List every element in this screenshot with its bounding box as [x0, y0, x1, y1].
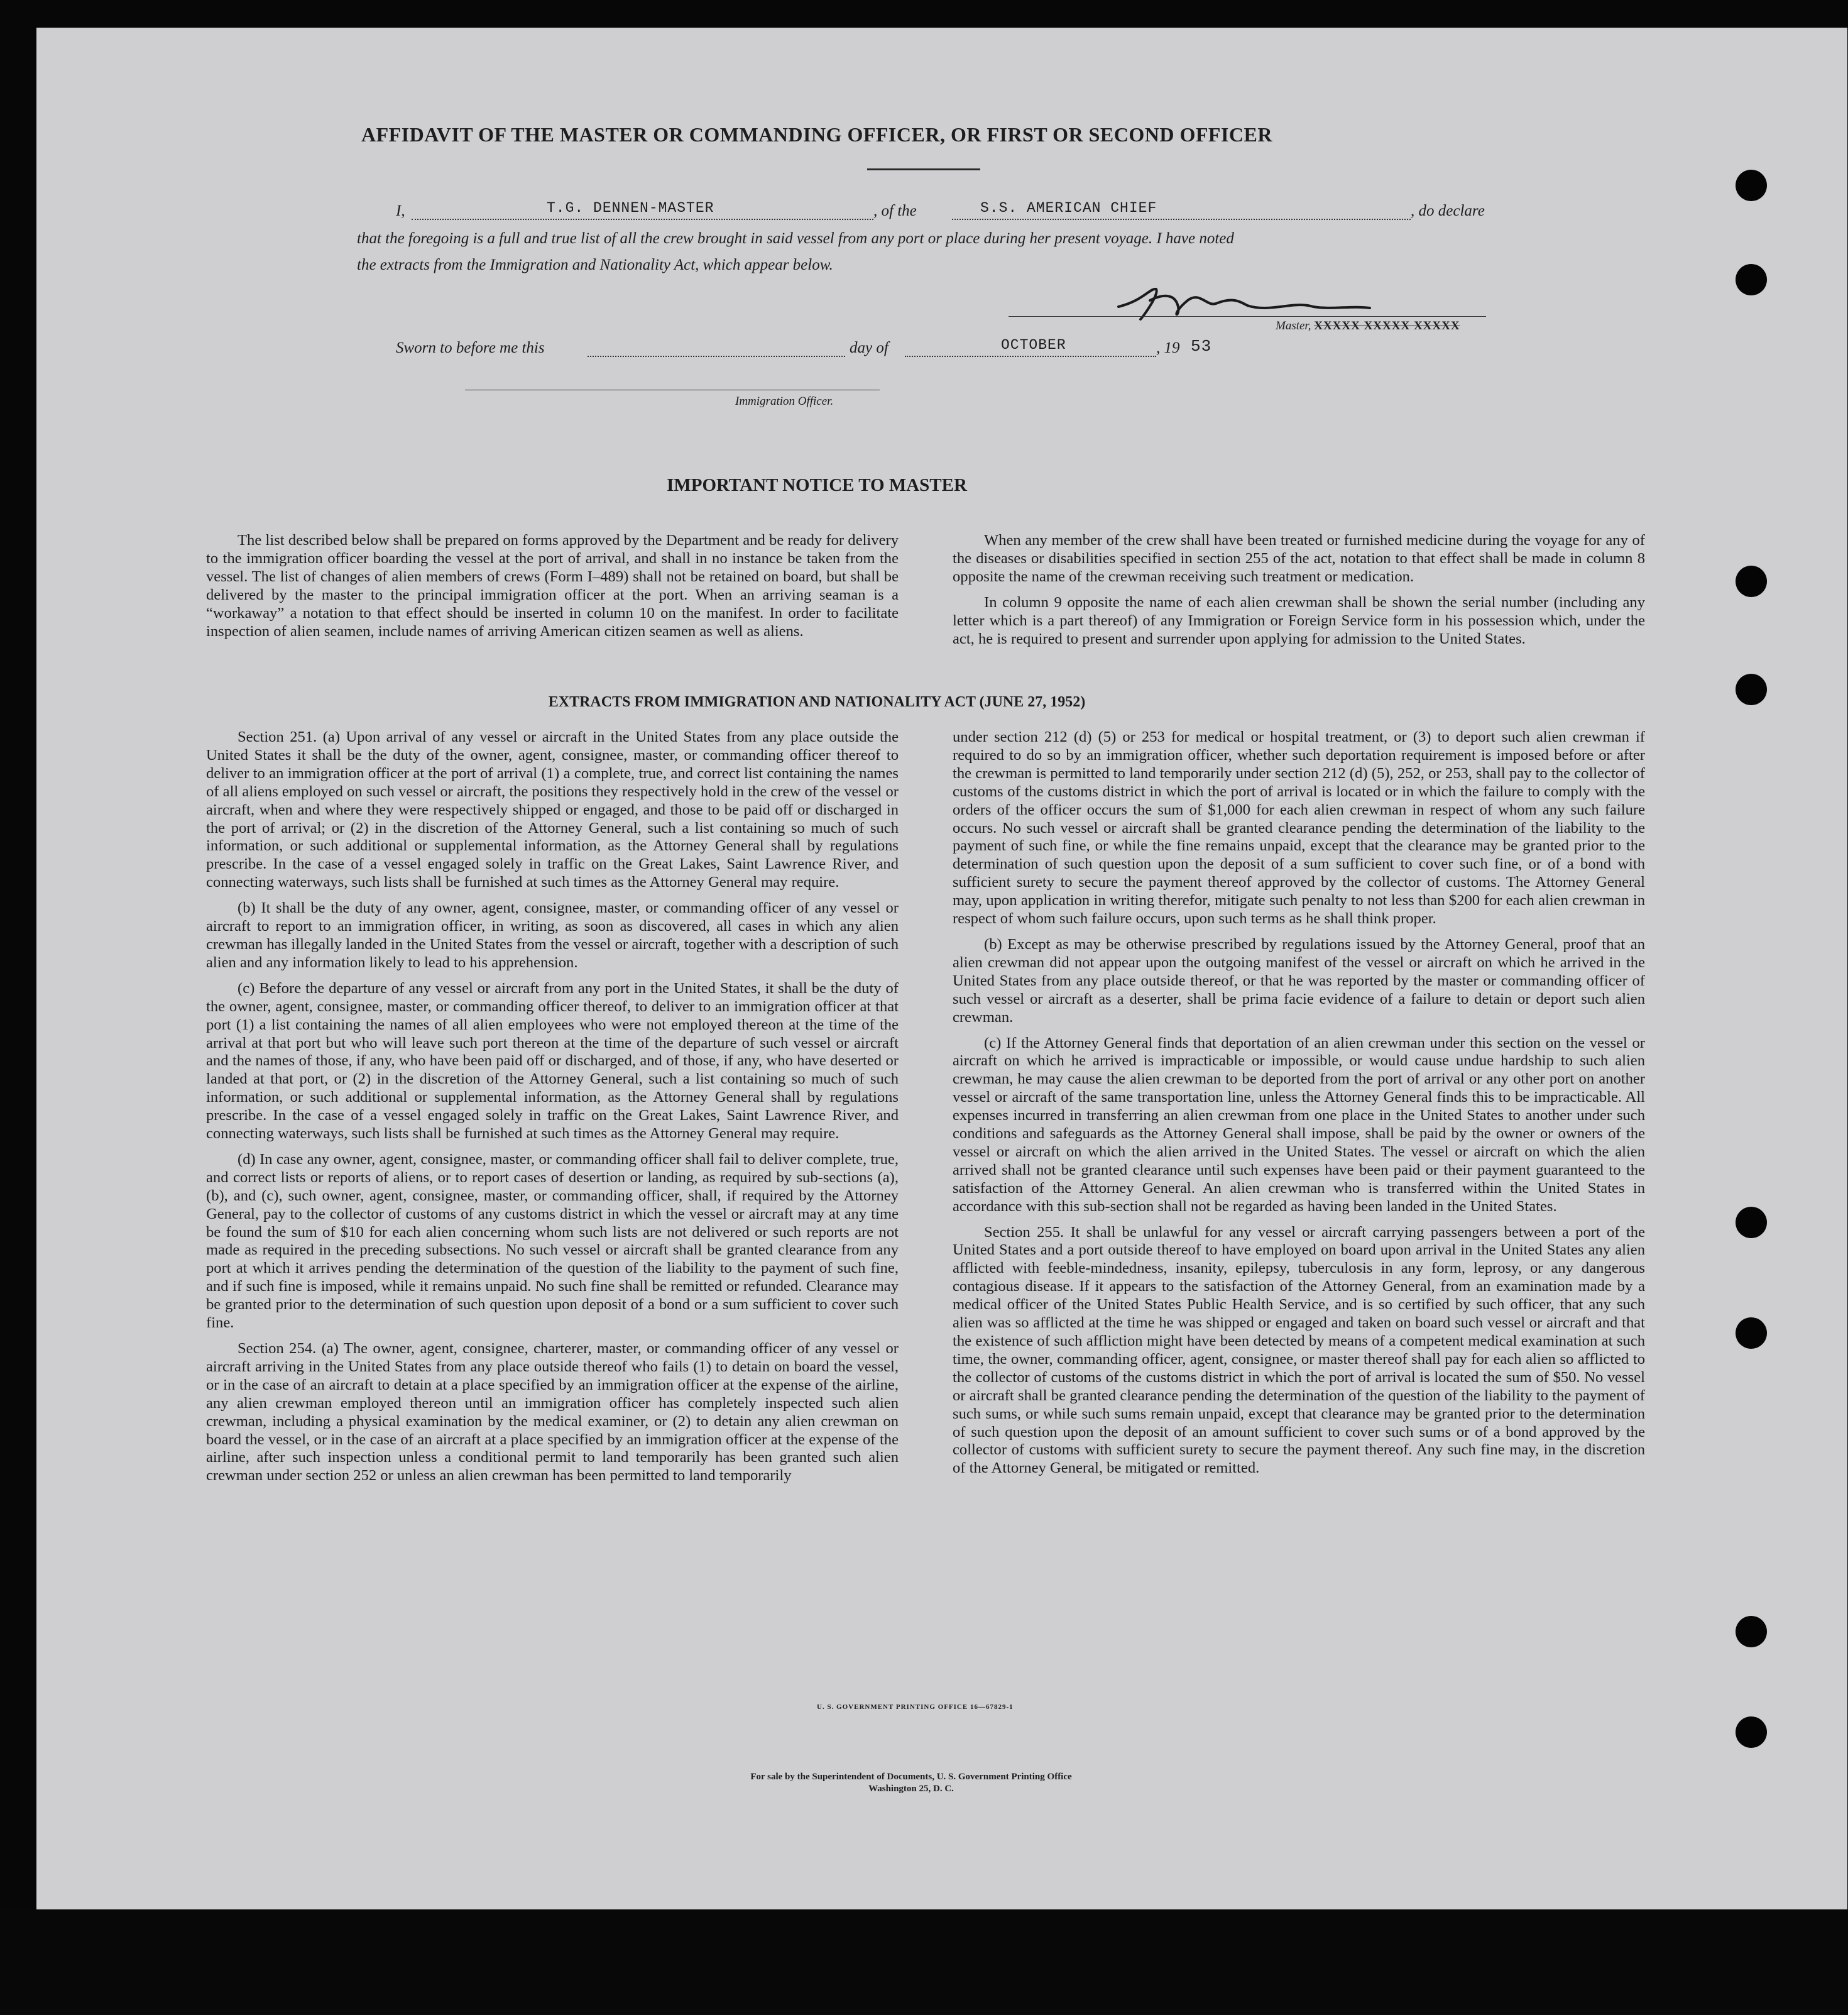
declaration-line-2: that the foregoing is a full and true list of all the crew brought in said vessel from any port or place during her present voyage. I have noted	[357, 230, 1234, 247]
binder-hole-icon	[1736, 264, 1767, 295]
notice-right-column	[953, 532, 1645, 648]
sale-line-2: Washington 25, D. C.	[868, 1784, 954, 1794]
extracts-right-column	[953, 728, 1645, 1478]
section-251-a: Section 251. (a) Upon arrival of any vessel or aircraft in the United States from any place outside the United States it shall be the duty of the owner, agent, consignee, master, or commanding officer thereof to deliver to an immigration officer at the port of arrival (1) a complete, true, and correct list containing the names of all aliens employed on such vessel or aircraft, the positions they respectively hold in the crew of the vessel or aircraft, when and where they were respectively shipped or engaged, and those to be paid off or discharged in the port of arrival; or (2) in the discretion of the Attorney General, such a list containing so much of such information, or such additional or supplemental information, as the Attorney General shall by regulations prescribe. In the case of a vessel engaged solely in traffic on the Great Lakes, Saint Lawrence River, and connecting waterways, such lists shall be furnished at such times as the Attorney General may require.	[206, 728, 899, 891]
notice-left-column	[206, 532, 899, 640]
sworn-day-line	[588, 356, 845, 357]
extracts-left-column	[206, 728, 899, 1485]
extracts-title: EXTRACTS FROM IMMIGRATION AND NATIONALITY ACT (JUNE 27, 1952)	[548, 694, 1086, 710]
declaration-line-3: the extracts from the Immigration and Nationality Act, which appear below.	[357, 256, 833, 273]
immigration-officer-label: Immigration Officer.	[735, 395, 834, 408]
sale-notice	[566, 1771, 1257, 1795]
struck-title: XXXXX XXXXX XXXXX	[1314, 319, 1460, 332]
binder-hole-icon	[1736, 1207, 1767, 1238]
section-254-b: (b) Except as may be otherwise prescribed by regulations issued by the Attorney General, proof that an alien crewman did not appear upon the outgoing manifest of the vessel or aircraft on which he arrived in the United States from any place outside thereof, or that he was reported by the master or commanding officer of such vessel or aircraft as a deserter, shall be prima facie evidence of a failure to detain or deport such alien crewman.	[953, 935, 1645, 1026]
master-name-line	[412, 219, 873, 220]
section-254-a-continued: under section 212 (d) (5) or 253 for medical or hospital treatment, or (3) to deport such alien crewman if required to do so by an immigration officer, whether such deportation requirement is imposed before or after the crewman is permitted to land temporarily under section 212 (d) (5), 252, or 253, shall pay to the collector of customs of the customs district in which the port of arrival is located or in which the failure to comply with the orders of the officer occurs the sum of $1,000 for each alien crewman in respect of whom any such failure occurs. No such vessel or aircraft shall be granted clearance pending the determination of the liability to the payment of such fine, or while the fine remains unpaid, except that the clearance may be granted prior to the determination of such question upon the deposit of a sum sufficient to cover such fine, or of a bond with sufficient surety to secure the payment thereof approved by the collector of customs. The Attorney General may, upon application in writing therefor, mitigate such penalty to not less than $200 for each alien crewman in respect of whom such failure occurs, upon such terms as he shall think proper.	[953, 728, 1645, 928]
day-of-label: day of	[850, 339, 888, 356]
affidavit-title: AFFIDAVIT OF THE MASTER OR COMMANDING OFFICER, OR FIRST OR SECOND OFFICER	[361, 123, 1272, 146]
master-name: T.G. DENNEN-MASTER	[547, 200, 714, 216]
year-suffix: 53	[1191, 337, 1212, 356]
notice-title: IMPORTANT NOTICE TO MASTER	[667, 475, 967, 495]
section-251-c: (c) Before the departure of any vessel or aircraft from any port in the United States, it shall be the duty of the owner, agent, consignee, master, or commanding officer thereof, to deliver to an immigration officer at that port (1) a list containing the names of all alien employees who were not employed thereon at the time of the arrival at that port but who will leave such port thereon at the time of the departure of such vessel or aircraft and the names of those, if any, who have been paid off or discharged, and of those, if any, who have deserted or landed at that port, or (2) in the discretion of the Attorney General, such a list containing so much of such information, or such additional or supplemental information, as the Attorney General shall by regulations prescribe. In the case of a vessel engaged solely in traffic on the Great Lakes, Saint Lawrence River, and connecting waterways, such lists shall be furnished at such times as the Attorney General may require.	[206, 979, 899, 1143]
section-251-b: (b) It shall be the duty of any owner, agent, consignee, master, or commanding officer of any vessel or aircraft to report to an immigration officer, in writing, as soon as discovered, all cases in which any alien crewman has illegally landed in the United States from the vessel or aircraft, together with a description of such alien and any information likely to lead to his apprehension.	[206, 899, 899, 971]
of-the-label: , of the	[873, 202, 917, 219]
gpo-imprint: U. S. GOVERNMENT PRINTING OFFICE 16—67829-1	[817, 1703, 1014, 1711]
i-label: I,	[396, 202, 405, 219]
notice-paragraph: In column 9 opposite the name of each alien crewman shall be shown the serial number (including any letter which is a part thereof) of any Immigration or Foreign Service form in his possession which, under the act, he is required to present and surrender upon applying for admission to the United States.	[953, 593, 1645, 647]
signature-line	[1009, 316, 1486, 317]
title-rule	[867, 168, 980, 170]
scan-border	[0, 1909, 1848, 2015]
sworn-label: Sworn to before me this	[396, 339, 545, 356]
master-title-label: Master,	[1276, 319, 1311, 332]
binder-hole-icon	[1736, 1716, 1767, 1748]
binder-hole-icon	[1736, 674, 1767, 705]
section-254-c: (c) If the Attorney General finds that deportation of an alien crewman under this section on the vessel or aircraft on which he arrived is impracticable or impossible, or would cause undue hardship to such alien crewman, he may cause the alien crewman to be deported from the port of arrival or any other port on another vessel or aircraft of the same transportation line, unless the Attorney General finds this to be impracticable. All expenses incurred in transferring an alien crewman from one place in the United States to another under such conditions and safeguards as the Attorney General shall impose, shall be paid by the owner or owners of the vessel or aircraft on which the alien arrived in the United States. The vessel or aircraft on which the alien arrived shall not be granted clearance until such expenses have been paid or their payment guaranteed to the satisfaction of the Attorney General. An alien crewman who is transferred within the United States in accordance with this sub-section shall not be regarded as having been landed in the United States.	[953, 1034, 1645, 1215]
binder-hole-icon	[1736, 566, 1767, 597]
binder-hole-icon	[1736, 1616, 1767, 1647]
notice-paragraph: When any member of the crew shall have been treated or furnished medicine during the voyage for any of the diseases or disabilities specified in section 255 of the act, notation to that effect shall be made in column 8 opposite the name of the crewman receiving such treatment or medication.	[953, 532, 1645, 585]
section-255: Section 255. It shall be unlawful for any vessel or aircraft carrying passengers between a port of the United States and a port outside thereof to have employed on board upon arrival in the United States any alien afflicted with feeble-mindedness, insanity, epilepsy, tuberculosis in any form, leprosy, or any dangerous contagious disease. If it appears to the satisfaction of the Attorney General, from an examination made by a medical officer of the United States Public Health Service, and is so certified by such officer, that any such alien was so afflicted at the time he was shipped or engaged and taken on board such vessel or aircraft and that the existence of such affliction might have been detected by means of a competent medical examination at such time, the owner, commanding officer, agent, consignee, or master thereof shall pay for each alien so afflicted to the collector of customs of the customs district in which the port of arrival is located the sum of $50. No vessel or aircraft shall be granted clearance pending the determination of the question of the liability to the payment of such sums, or while such sums remain unpaid, except that clearance may be granted prior to the determination of such question upon the deposit of an amount sufficient to cover such sums or of a bond approved by the collector of customs with sufficient surety to secure the payment thereof. Any such fine may, in the discretion of the Attorney General, be mitigated or remitted.	[953, 1223, 1645, 1477]
binder-hole-icon	[1736, 170, 1767, 201]
sworn-month-line	[905, 356, 1156, 357]
vessel-name: S.S. AMERICAN CHIEF	[980, 200, 1157, 216]
do-declare-label: , do declare	[1411, 202, 1485, 219]
master-label	[1276, 319, 1460, 333]
binder-hole-icon	[1736, 1317, 1767, 1349]
section-251-d: (d) In case any owner, agent, consignee, master, or commanding officer shall fail to deliver complete, true, and correct lists or reports of aliens, or to report cases of desertion or landing, as required by sub-sections (a), (b), and (c), such owner, agent, consignee, master, or commanding officer, shall, if required by the Attorney General, pay to the collector of customs of any customs district in which the vessel or aircraft may at any time be found the sum of $10 for each alien concerning whom such lists are not delivered or such reports are not made as required in the preceding subsections. No such vessel or aircraft shall be granted clearance from any port at which it arrives pending the determination of the question of the liability to the payment of such fine, and if such fine is imposed, while it remains unpaid. No such fine shall be remitted or refunded. Clearance may be granted prior to the determination of such question upon deposit of a bond or a sum sufficient to cover such fine.	[206, 1150, 899, 1332]
sworn-month: OCTOBER	[1001, 337, 1066, 353]
sale-line-1: For sale by the Superintendent of Documents, U. S. Government Printing Office	[750, 1772, 1072, 1782]
notice-paragraph: The list described below shall be prepared on forms approved by the Department and be ready for delivery to the immigration officer boarding the vessel at the port of arrival, and shall in no instance be taken from the vessel. The list of changes of alien members of crews (Form I–489) shall not be retained on board, but shall be delivered by the master to the principal immigration officer at the port. When an arriving seaman is a “workaway” a notation to that effect should be inserted in column 10 on the manifest. In order to facilitate inspection of alien seamen, include names of arriving American citizen seamen as well as aliens.	[206, 532, 899, 640]
section-254-a: Section 254. (a) The owner, agent, consignee, charterer, master, or commanding officer of any vessel or aircraft arriving in the United States from any place outside thereof who fails (1) to detain on board the vessel, or in the case of an aircraft to detain at a place specified by an immigration officer at the expense of the airline, any alien crewman employed thereon until an immigration officer has completely inspected such alien crewman, including a physical examination by the medical examiner, or (2) to detain any alien crewman on board the vessel, or in the case of an aircraft at a place specified by an immigration officer at the expense of the airline, after such inspection unless a conditional permit to land temporarily has been granted such alien crewman under section 252 or unless an alien crewman has been permitted to land temporarily	[206, 1340, 899, 1485]
vessel-name-line	[952, 219, 1411, 220]
year-prefix: , 19	[1156, 339, 1180, 356]
